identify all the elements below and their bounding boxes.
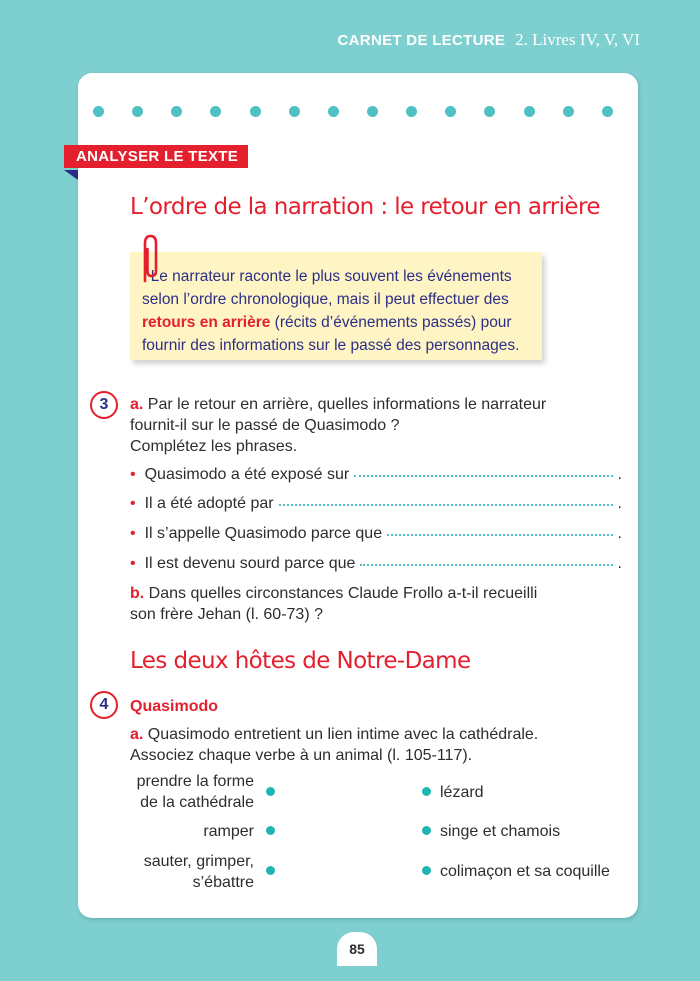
- header-carnet: CARNET DE LECTURE: [337, 32, 506, 49]
- answer-line: • Il est devenu sourd parce que .: [130, 555, 622, 572]
- hole: [445, 106, 456, 117]
- answer-field[interactable]: [279, 504, 613, 506]
- note-line: Le narrateur raconte le plus souvent les événements: [150, 268, 512, 285]
- note-line: retours en arrière (récits d’événements passés) pour: [142, 314, 512, 331]
- match-dot-right[interactable]: [422, 787, 431, 796]
- match-dot-right[interactable]: [422, 826, 431, 835]
- question-3a-text: a. Par le retour en arrière, quelles informations le narrateur fournit-il sur le passé de Quasimodo ? Complétez les phrases.: [130, 396, 547, 455]
- hole: [563, 106, 574, 117]
- question-4-subtitle: Quasimodo: [130, 698, 219, 715]
- match-dot-left[interactable]: [266, 866, 275, 875]
- hole: [210, 106, 221, 117]
- header-livres: 2. Livres IV, V, VI: [515, 30, 640, 49]
- binder-holes: [93, 106, 613, 117]
- running-header: [338, 30, 640, 50]
- hole: [289, 106, 300, 117]
- hole: [406, 106, 417, 117]
- question-4a-text: a. Quasimodo entretient un lien intime avec la cathédrale. Associez chaque verbe à un animal (l. 105-117).: [130, 726, 539, 764]
- note-emphasis: retours en arrière: [142, 314, 271, 331]
- answer-line: • Quasimodo a été exposé sur .: [130, 466, 622, 483]
- paperclip-icon: [138, 233, 162, 285]
- match-right-item: colimaçon et sa coquille: [440, 863, 610, 880]
- answer-field[interactable]: [387, 534, 612, 536]
- section-tag: ANALYSER LE TEXTE: [64, 145, 248, 168]
- match-right-item: singe et chamois: [440, 823, 561, 840]
- section-title-hotes: Les deux hôtes de Notre-Dame: [130, 648, 471, 674]
- match-dot-right[interactable]: [422, 866, 431, 875]
- answer-field[interactable]: [360, 564, 612, 566]
- hole: [484, 106, 495, 117]
- hole: [250, 106, 261, 117]
- match-right-item: lézard: [440, 784, 484, 801]
- section-title-narration: L’ordre de la narration : le retour en arrière: [130, 194, 600, 220]
- match-dot-left[interactable]: [266, 826, 275, 835]
- match-left-item: sauter, grimper, s’ébattre: [143, 853, 254, 891]
- hole: [132, 106, 143, 117]
- answer-field[interactable]: [354, 475, 612, 477]
- hole: [524, 106, 535, 117]
- note-line: selon l’ordre chronologique, mais il peut effectuer des: [142, 291, 509, 308]
- match-dot-left[interactable]: [266, 787, 275, 796]
- note-line: fournir des informations sur le passé des personnages.: [142, 337, 520, 354]
- match-left-item: ramper: [203, 823, 254, 840]
- match-left-item: prendre la forme de la cathédrale: [136, 773, 254, 811]
- answer-line: • Il a été adopté par .: [130, 495, 622, 512]
- info-note: [130, 252, 542, 360]
- hole: [367, 106, 378, 117]
- question-number-3: 3: [90, 391, 118, 419]
- page-number: 85: [337, 932, 377, 966]
- question-3b-text: b. Dans quelles circonstances Claude Frollo a-t-il recueilli son frère Jehan (l. 60-73) ?: [130, 585, 538, 623]
- hole: [328, 106, 339, 117]
- question-number-4: 4: [90, 691, 118, 719]
- hole: [93, 106, 104, 117]
- answer-line: • Il s’appelle Quasimodo parce que .: [130, 525, 622, 542]
- tag-fold: [64, 170, 78, 180]
- hole: [171, 106, 182, 117]
- hole: [602, 106, 613, 117]
